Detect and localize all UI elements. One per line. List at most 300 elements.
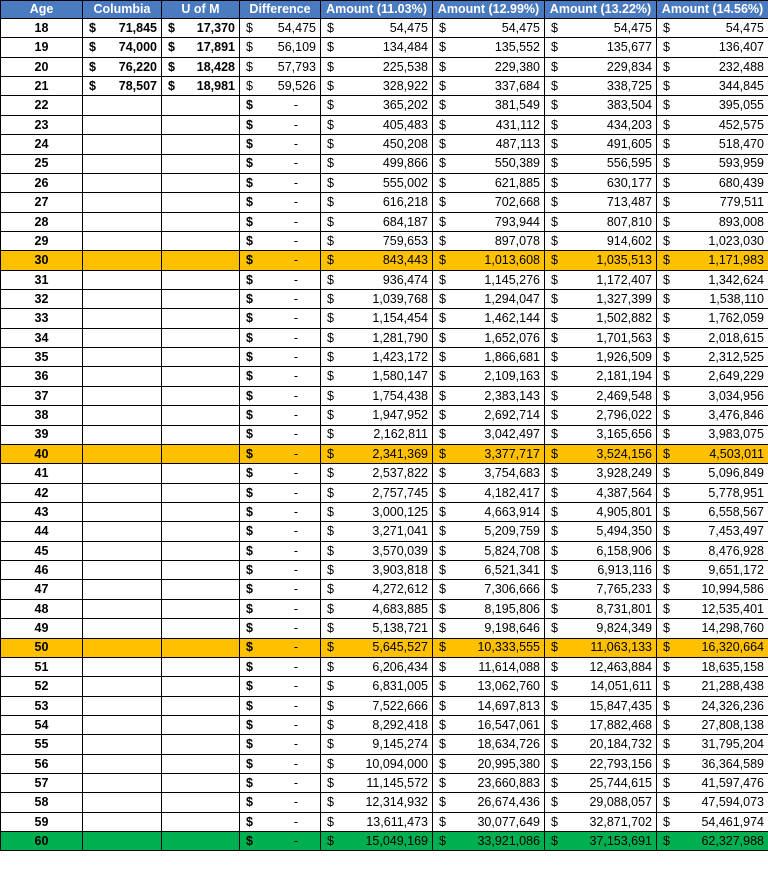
uofm-cell[interactable] (162, 425, 240, 444)
columbia-cell[interactable] (83, 406, 162, 425)
amount-cell-3[interactable] (545, 754, 657, 773)
uofm-cell[interactable] (162, 57, 240, 76)
age-cell[interactable]: 34 (1, 328, 83, 347)
amount-cell-2[interactable] (433, 309, 545, 328)
difference-cell[interactable] (240, 735, 321, 754)
columbia-cell[interactable] (83, 77, 162, 96)
amount-cell-1[interactable] (321, 57, 433, 76)
header-amount-1103[interactable]: Amount (11.03%) (321, 1, 433, 19)
amount-cell-4[interactable] (657, 173, 768, 192)
difference-cell[interactable] (240, 115, 321, 134)
amount-cell-2[interactable] (433, 135, 545, 154)
amount-cell-4[interactable] (657, 502, 768, 521)
uofm-cell[interactable] (162, 406, 240, 425)
uofm-cell[interactable] (162, 154, 240, 173)
age-cell[interactable]: 33 (1, 309, 83, 328)
uofm-cell[interactable] (162, 638, 240, 657)
amount-cell-1[interactable] (321, 173, 433, 192)
uofm-cell[interactable] (162, 677, 240, 696)
difference-cell[interactable] (240, 328, 321, 347)
amount-cell-3[interactable] (545, 464, 657, 483)
amount-cell-3[interactable] (545, 348, 657, 367)
uofm-cell[interactable] (162, 115, 240, 134)
amount-cell-2[interactable] (433, 19, 545, 38)
amount-cell-2[interactable] (433, 541, 545, 560)
amount-cell-3[interactable] (545, 541, 657, 560)
amount-cell-4[interactable] (657, 135, 768, 154)
amount-cell-3[interactable] (545, 231, 657, 250)
amount-cell-3[interactable] (545, 251, 657, 270)
age-cell[interactable]: 29 (1, 231, 83, 250)
amount-cell-4[interactable] (657, 483, 768, 502)
columbia-cell[interactable] (83, 57, 162, 76)
columbia-cell[interactable] (83, 231, 162, 250)
columbia-cell[interactable] (83, 561, 162, 580)
amount-cell-2[interactable] (433, 464, 545, 483)
difference-cell[interactable] (240, 696, 321, 715)
amount-cell-3[interactable] (545, 793, 657, 812)
age-cell[interactable]: 38 (1, 406, 83, 425)
amount-cell-2[interactable] (433, 735, 545, 754)
amount-cell-4[interactable] (657, 425, 768, 444)
difference-cell[interactable] (240, 677, 321, 696)
difference-cell[interactable] (240, 154, 321, 173)
header-amount-1322[interactable]: Amount (13.22%) (545, 1, 657, 19)
amount-cell-4[interactable] (657, 270, 768, 289)
amount-cell-2[interactable] (433, 38, 545, 57)
amount-cell-3[interactable] (545, 38, 657, 57)
uofm-cell[interactable] (162, 793, 240, 812)
uofm-cell[interactable] (162, 754, 240, 773)
amount-cell-3[interactable] (545, 406, 657, 425)
amount-cell-1[interactable] (321, 367, 433, 386)
columbia-cell[interactable] (83, 96, 162, 115)
difference-cell[interactable] (240, 57, 321, 76)
amount-cell-3[interactable] (545, 735, 657, 754)
age-cell[interactable]: 51 (1, 657, 83, 676)
amount-cell-1[interactable] (321, 522, 433, 541)
difference-cell[interactable] (240, 231, 321, 250)
columbia-cell[interactable] (83, 774, 162, 793)
columbia-cell[interactable] (83, 657, 162, 676)
amount-cell-1[interactable] (321, 290, 433, 309)
difference-cell[interactable] (240, 96, 321, 115)
amount-cell-3[interactable] (545, 57, 657, 76)
amount-cell-1[interactable] (321, 832, 433, 851)
age-cell[interactable]: 24 (1, 135, 83, 154)
amount-cell-4[interactable] (657, 754, 768, 773)
age-cell[interactable]: 23 (1, 115, 83, 134)
uofm-cell[interactable] (162, 715, 240, 734)
amount-cell-4[interactable] (657, 154, 768, 173)
amount-cell-1[interactable] (321, 270, 433, 289)
uofm-cell[interactable] (162, 251, 240, 270)
amount-cell-2[interactable] (433, 290, 545, 309)
amount-cell-2[interactable] (433, 96, 545, 115)
amount-cell-4[interactable] (657, 328, 768, 347)
age-cell[interactable]: 21 (1, 77, 83, 96)
columbia-cell[interactable] (83, 425, 162, 444)
age-cell[interactable]: 55 (1, 735, 83, 754)
difference-cell[interactable] (240, 212, 321, 231)
columbia-cell[interactable] (83, 212, 162, 231)
difference-cell[interactable] (240, 173, 321, 192)
uofm-cell[interactable] (162, 774, 240, 793)
uofm-cell[interactable] (162, 96, 240, 115)
uofm-cell[interactable] (162, 19, 240, 38)
age-cell[interactable]: 45 (1, 541, 83, 560)
amount-cell-1[interactable] (321, 406, 433, 425)
age-cell[interactable]: 42 (1, 483, 83, 502)
amount-cell-4[interactable] (657, 522, 768, 541)
amount-cell-2[interactable] (433, 657, 545, 676)
amount-cell-3[interactable] (545, 638, 657, 657)
difference-cell[interactable] (240, 522, 321, 541)
age-cell[interactable]: 36 (1, 367, 83, 386)
difference-cell[interactable] (240, 193, 321, 212)
amount-cell-1[interactable] (321, 212, 433, 231)
amount-cell-4[interactable] (657, 348, 768, 367)
amount-cell-2[interactable] (433, 677, 545, 696)
difference-cell[interactable] (240, 19, 321, 38)
age-cell[interactable]: 54 (1, 715, 83, 734)
amount-cell-1[interactable] (321, 541, 433, 560)
amount-cell-2[interactable] (433, 193, 545, 212)
uofm-cell[interactable] (162, 386, 240, 405)
amount-cell-4[interactable] (657, 677, 768, 696)
uofm-cell[interactable] (162, 231, 240, 250)
amount-cell-4[interactable] (657, 231, 768, 250)
amount-cell-3[interactable] (545, 696, 657, 715)
amount-cell-4[interactable] (657, 115, 768, 134)
difference-cell[interactable] (240, 599, 321, 618)
columbia-cell[interactable] (83, 290, 162, 309)
columbia-cell[interactable] (83, 812, 162, 831)
uofm-cell[interactable] (162, 599, 240, 618)
header-amount-1299[interactable]: Amount (12.99%) (433, 1, 545, 19)
difference-cell[interactable] (240, 77, 321, 96)
columbia-cell[interactable] (83, 251, 162, 270)
amount-cell-4[interactable] (657, 580, 768, 599)
amount-cell-1[interactable] (321, 812, 433, 831)
columbia-cell[interactable] (83, 328, 162, 347)
amount-cell-3[interactable] (545, 328, 657, 347)
difference-cell[interactable] (240, 135, 321, 154)
difference-cell[interactable] (240, 444, 321, 463)
amount-cell-1[interactable] (321, 502, 433, 521)
uofm-cell[interactable] (162, 483, 240, 502)
amount-cell-4[interactable] (657, 406, 768, 425)
amount-cell-3[interactable] (545, 154, 657, 173)
amount-cell-4[interactable] (657, 735, 768, 754)
age-cell[interactable]: 46 (1, 561, 83, 580)
amount-cell-1[interactable] (321, 715, 433, 734)
uofm-cell[interactable] (162, 367, 240, 386)
amount-cell-2[interactable] (433, 444, 545, 463)
columbia-cell[interactable] (83, 270, 162, 289)
amount-cell-4[interactable] (657, 599, 768, 618)
difference-cell[interactable] (240, 812, 321, 831)
difference-cell[interactable] (240, 541, 321, 560)
amount-cell-1[interactable] (321, 425, 433, 444)
amount-cell-1[interactable] (321, 77, 433, 96)
difference-cell[interactable] (240, 754, 321, 773)
amount-cell-1[interactable] (321, 561, 433, 580)
amount-cell-1[interactable] (321, 154, 433, 173)
amount-cell-1[interactable] (321, 444, 433, 463)
amount-cell-1[interactable] (321, 348, 433, 367)
amount-cell-3[interactable] (545, 522, 657, 541)
age-cell[interactable]: 35 (1, 348, 83, 367)
amount-cell-2[interactable] (433, 231, 545, 250)
amount-cell-3[interactable] (545, 677, 657, 696)
uofm-cell[interactable] (162, 619, 240, 638)
columbia-cell[interactable] (83, 193, 162, 212)
columbia-cell[interactable] (83, 696, 162, 715)
amount-cell-4[interactable] (657, 290, 768, 309)
age-cell[interactable]: 60 (1, 832, 83, 851)
uofm-cell[interactable] (162, 77, 240, 96)
amount-cell-3[interactable] (545, 425, 657, 444)
uofm-cell[interactable] (162, 832, 240, 851)
amount-cell-2[interactable] (433, 425, 545, 444)
amount-cell-1[interactable] (321, 328, 433, 347)
amount-cell-1[interactable] (321, 599, 433, 618)
columbia-cell[interactable] (83, 619, 162, 638)
amount-cell-3[interactable] (545, 309, 657, 328)
columbia-cell[interactable] (83, 522, 162, 541)
columbia-cell[interactable] (83, 832, 162, 851)
difference-cell[interactable] (240, 580, 321, 599)
columbia-cell[interactable] (83, 715, 162, 734)
header-uofm[interactable]: U of M (162, 1, 240, 19)
columbia-cell[interactable] (83, 19, 162, 38)
amount-cell-1[interactable] (321, 193, 433, 212)
columbia-cell[interactable] (83, 735, 162, 754)
columbia-cell[interactable] (83, 599, 162, 618)
amount-cell-1[interactable] (321, 657, 433, 676)
amount-cell-1[interactable] (321, 464, 433, 483)
amount-cell-1[interactable] (321, 135, 433, 154)
columbia-cell[interactable] (83, 541, 162, 560)
columbia-cell[interactable] (83, 502, 162, 521)
age-cell[interactable]: 39 (1, 425, 83, 444)
age-cell[interactable]: 19 (1, 38, 83, 57)
amount-cell-4[interactable] (657, 541, 768, 560)
age-cell[interactable]: 31 (1, 270, 83, 289)
columbia-cell[interactable] (83, 135, 162, 154)
amount-cell-1[interactable] (321, 677, 433, 696)
difference-cell[interactable] (240, 483, 321, 502)
age-cell[interactable]: 22 (1, 96, 83, 115)
uofm-cell[interactable] (162, 464, 240, 483)
age-cell[interactable]: 50 (1, 638, 83, 657)
age-cell[interactable]: 52 (1, 677, 83, 696)
uofm-cell[interactable] (162, 541, 240, 560)
amount-cell-4[interactable] (657, 715, 768, 734)
amount-cell-2[interactable] (433, 77, 545, 96)
amount-cell-2[interactable] (433, 251, 545, 270)
amount-cell-2[interactable] (433, 832, 545, 851)
amount-cell-2[interactable] (433, 154, 545, 173)
uofm-cell[interactable] (162, 502, 240, 521)
age-cell[interactable]: 49 (1, 619, 83, 638)
difference-cell[interactable] (240, 348, 321, 367)
amount-cell-4[interactable] (657, 193, 768, 212)
amount-cell-2[interactable] (433, 212, 545, 231)
amount-cell-4[interactable] (657, 38, 768, 57)
amount-cell-3[interactable] (545, 774, 657, 793)
difference-cell[interactable] (240, 367, 321, 386)
amount-cell-3[interactable] (545, 173, 657, 192)
columbia-cell[interactable] (83, 677, 162, 696)
difference-cell[interactable] (240, 561, 321, 580)
amount-cell-2[interactable] (433, 386, 545, 405)
amount-cell-3[interactable] (545, 19, 657, 38)
amount-cell-4[interactable] (657, 77, 768, 96)
columbia-cell[interactable] (83, 793, 162, 812)
uofm-cell[interactable] (162, 561, 240, 580)
uofm-cell[interactable] (162, 212, 240, 231)
columbia-cell[interactable] (83, 367, 162, 386)
difference-cell[interactable] (240, 290, 321, 309)
amount-cell-2[interactable] (433, 754, 545, 773)
difference-cell[interactable] (240, 715, 321, 734)
amount-cell-4[interactable] (657, 367, 768, 386)
amount-cell-2[interactable] (433, 599, 545, 618)
amount-cell-4[interactable] (657, 96, 768, 115)
uofm-cell[interactable] (162, 444, 240, 463)
age-cell[interactable]: 43 (1, 502, 83, 521)
age-cell[interactable]: 56 (1, 754, 83, 773)
difference-cell[interactable] (240, 270, 321, 289)
amount-cell-4[interactable] (657, 696, 768, 715)
amount-cell-4[interactable] (657, 19, 768, 38)
amount-cell-1[interactable] (321, 96, 433, 115)
difference-cell[interactable] (240, 38, 321, 57)
columbia-cell[interactable] (83, 309, 162, 328)
amount-cell-4[interactable] (657, 793, 768, 812)
amount-cell-4[interactable] (657, 638, 768, 657)
difference-cell[interactable] (240, 774, 321, 793)
difference-cell[interactable] (240, 502, 321, 521)
difference-cell[interactable] (240, 638, 321, 657)
amount-cell-2[interactable] (433, 348, 545, 367)
age-cell[interactable]: 58 (1, 793, 83, 812)
amount-cell-1[interactable] (321, 696, 433, 715)
age-cell[interactable]: 18 (1, 19, 83, 38)
amount-cell-4[interactable] (657, 812, 768, 831)
amount-cell-2[interactable] (433, 328, 545, 347)
age-cell[interactable]: 40 (1, 444, 83, 463)
amount-cell-3[interactable] (545, 812, 657, 831)
amount-cell-3[interactable] (545, 96, 657, 115)
uofm-cell[interactable] (162, 696, 240, 715)
amount-cell-2[interactable] (433, 367, 545, 386)
amount-cell-3[interactable] (545, 367, 657, 386)
uofm-cell[interactable] (162, 328, 240, 347)
amount-cell-2[interactable] (433, 483, 545, 502)
amount-cell-3[interactable] (545, 77, 657, 96)
amount-cell-3[interactable] (545, 290, 657, 309)
amount-cell-3[interactable] (545, 386, 657, 405)
columbia-cell[interactable] (83, 348, 162, 367)
age-cell[interactable]: 20 (1, 57, 83, 76)
amount-cell-1[interactable] (321, 754, 433, 773)
uofm-cell[interactable] (162, 580, 240, 599)
age-cell[interactable]: 32 (1, 290, 83, 309)
amount-cell-2[interactable] (433, 115, 545, 134)
amount-cell-4[interactable] (657, 444, 768, 463)
amount-cell-1[interactable] (321, 19, 433, 38)
columbia-cell[interactable] (83, 483, 162, 502)
amount-cell-1[interactable] (321, 638, 433, 657)
age-cell[interactable]: 47 (1, 580, 83, 599)
amount-cell-4[interactable] (657, 57, 768, 76)
uofm-cell[interactable] (162, 290, 240, 309)
difference-cell[interactable] (240, 251, 321, 270)
difference-cell[interactable] (240, 619, 321, 638)
difference-cell[interactable] (240, 464, 321, 483)
columbia-cell[interactable] (83, 638, 162, 657)
amount-cell-1[interactable] (321, 774, 433, 793)
amount-cell-1[interactable] (321, 619, 433, 638)
amount-cell-3[interactable] (545, 444, 657, 463)
amount-cell-3[interactable] (545, 657, 657, 676)
uofm-cell[interactable] (162, 522, 240, 541)
columbia-cell[interactable] (83, 115, 162, 134)
uofm-cell[interactable] (162, 173, 240, 192)
uofm-cell[interactable] (162, 812, 240, 831)
amount-cell-3[interactable] (545, 135, 657, 154)
uofm-cell[interactable] (162, 735, 240, 754)
age-cell[interactable]: 28 (1, 212, 83, 231)
header-amount-1456[interactable]: Amount (14.56%) (657, 1, 768, 19)
header-columbia[interactable]: Columbia (83, 1, 162, 19)
uofm-cell[interactable] (162, 309, 240, 328)
amount-cell-1[interactable] (321, 38, 433, 57)
uofm-cell[interactable] (162, 135, 240, 154)
amount-cell-4[interactable] (657, 464, 768, 483)
uofm-cell[interactable] (162, 38, 240, 57)
amount-cell-1[interactable] (321, 309, 433, 328)
amount-cell-1[interactable] (321, 580, 433, 599)
difference-cell[interactable] (240, 386, 321, 405)
uofm-cell[interactable] (162, 348, 240, 367)
amount-cell-3[interactable] (545, 599, 657, 618)
uofm-cell[interactable] (162, 193, 240, 212)
amount-cell-3[interactable] (545, 193, 657, 212)
amount-cell-1[interactable] (321, 793, 433, 812)
amount-cell-2[interactable] (433, 715, 545, 734)
amount-cell-3[interactable] (545, 483, 657, 502)
amount-cell-3[interactable] (545, 832, 657, 851)
amount-cell-4[interactable] (657, 657, 768, 676)
amount-cell-2[interactable] (433, 619, 545, 638)
age-cell[interactable]: 53 (1, 696, 83, 715)
amount-cell-2[interactable] (433, 812, 545, 831)
age-cell[interactable]: 26 (1, 173, 83, 192)
columbia-cell[interactable] (83, 444, 162, 463)
amount-cell-4[interactable] (657, 619, 768, 638)
amount-cell-2[interactable] (433, 406, 545, 425)
difference-cell[interactable] (240, 657, 321, 676)
amount-cell-4[interactable] (657, 309, 768, 328)
header-difference[interactable]: Difference (240, 1, 321, 19)
age-cell[interactable]: 44 (1, 522, 83, 541)
amount-cell-4[interactable] (657, 774, 768, 793)
amount-cell-2[interactable] (433, 502, 545, 521)
